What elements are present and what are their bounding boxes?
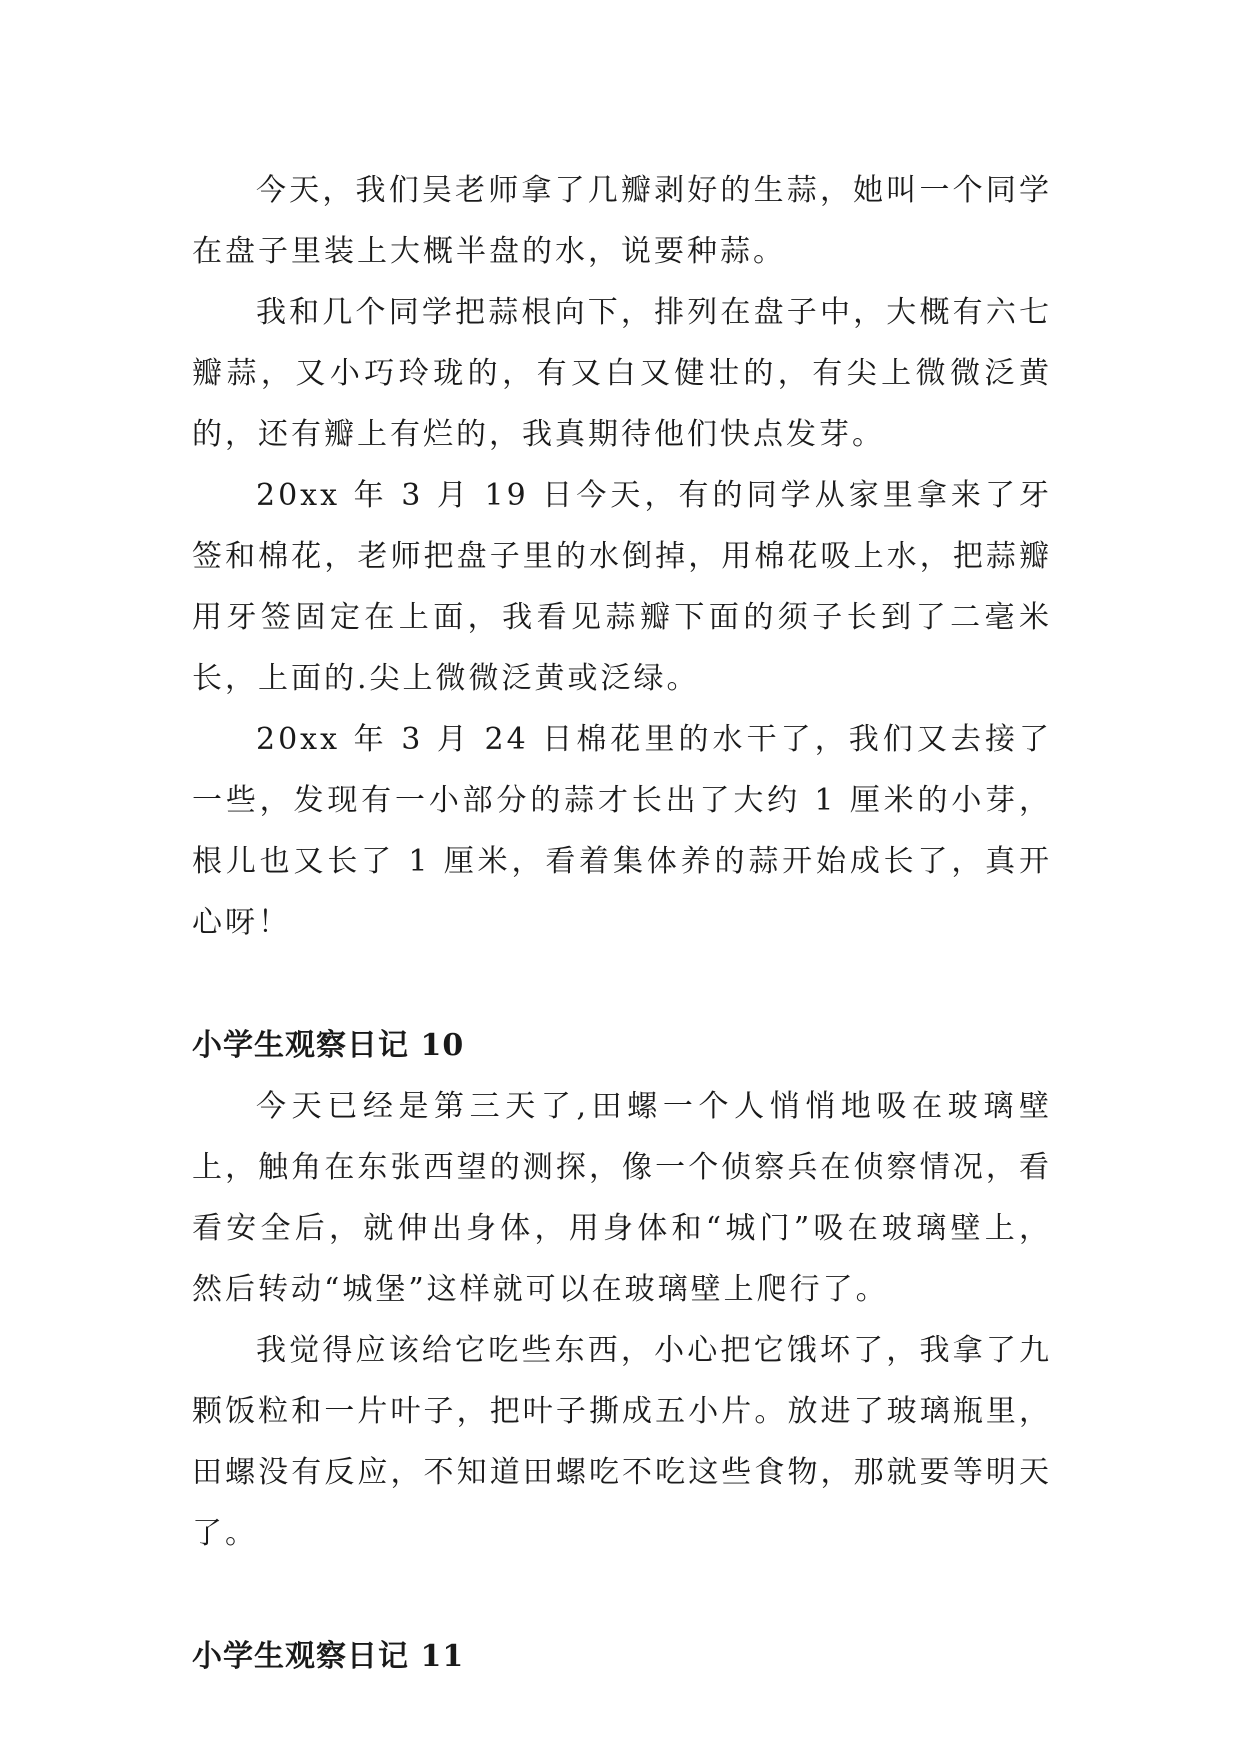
section-heading: 小学生观察日记 10 <box>192 1028 465 1063</box>
paragraph: 今天已经是第三天了,田螺一个人悄悄地吸在玻璃壁上，触角在东张西望的测探，像一个侦察兵在侦察情况，看看安全后，就伸出身体，用身体和“城门”吸在玻璃壁上，然后转动“城堡”这样就可以在玻璃壁上爬行了。 <box>192 1089 1052 1307</box>
document-body <box>192 160 1052 1687</box>
paragraph: 20xx 年 3 月 19 日今天，有的同学从家里拿来了牙签和棉花，老师把盘子里的水倒掉，用棉花吸上水，把蒜瓣用牙签固定在上面，我看见蒜瓣下面的须子长到了二毫米长，上面的.尖上微微泛黄或泛绿。 <box>192 478 1052 696</box>
section-spacer <box>192 953 1052 1015</box>
paragraph: 20xx 年 3 月 24 日棉花里的水干了，我们又去接了一些，发现有一小部分的蒜才长出了大约 1 厘米的小芽，根儿也又长了 1 厘米，看着集体养的蒜开始成长了，真开心呀！ <box>192 722 1052 940</box>
paragraph: 我觉得应该给它吃些东西，小心把它饿坏了，我拿了九颗饭粒和一片叶子，把叶子撕成五小片。放进了玻璃瓶里，田螺没有反应，不知道田螺吃不吃这些食物，那就要等明天了。 <box>192 1333 1052 1551</box>
section-spacer <box>192 1564 1052 1626</box>
paragraph: 我和几个同学把蒜根向下，排列在盘子中，大概有六七瓣蒜，又小巧玲珑的，有又白又健壮的，有尖上微微泛黄的，还有瓣上有烂的，我真期待他们快点发芽。 <box>192 295 1052 452</box>
section-heading: 小学生观察日记 11 <box>192 1639 465 1674</box>
paragraph: 今天，我们吴老师拿了几瓣剥好的生蒜，她叫一个同学在盘子里装上大概半盘的水，说要种蒜。 <box>192 173 1052 269</box>
